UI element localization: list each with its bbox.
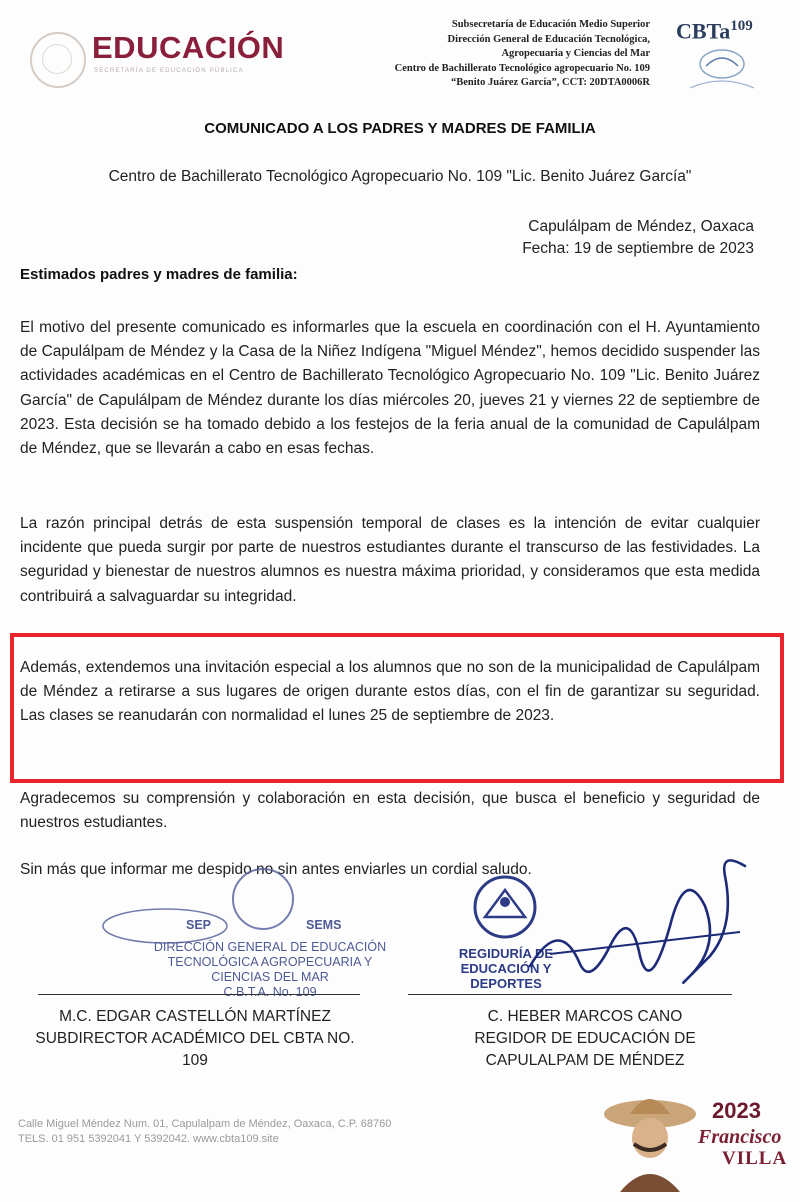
stamp-line: TECNOLÓGICA AGROPECUARIA Y <box>167 955 373 969</box>
signer-name: C. HEBER MARCOS CANO <box>487 1008 683 1025</box>
stamp-line: EDUCACIÓN Y <box>460 961 552 976</box>
place-date-block <box>522 216 754 260</box>
emblem-name-first: Francisco <box>698 1126 782 1148</box>
institution-line: Dirección General de Educación Tecnológica, <box>447 33 650 45</box>
villa-portrait-icon <box>600 1086 700 1192</box>
paragraph: Sin más que informar me despido no sin antes enviarles un cordial saludo. <box>20 861 532 878</box>
date: Fecha: 19 de septiembre de 2023 <box>522 240 754 257</box>
stamp-line: DEPORTES <box>470 976 542 991</box>
institution-line: Centro de Bachillerato Tecnológico agropecuario No. 109 <box>394 62 650 74</box>
school-logo-text: CBTa <box>676 18 731 44</box>
school-logo <box>676 18 753 44</box>
signature-line-right <box>408 994 732 995</box>
seal-inner-ring <box>42 44 72 74</box>
school-logo-number: 109 <box>730 18 753 34</box>
handwritten-signature <box>520 846 760 996</box>
emblem-name-last: VILLA <box>722 1148 788 1169</box>
signer-title: CAPULALPAM DE MÉNDEZ <box>485 1052 685 1069</box>
emblem-year: 2023 <box>712 1098 761 1123</box>
paragraph-highlighted: Además, extendemos una invitación especial a los alumnos que no son de la municipalidad de Capulálpam de Méndez a retirarse a sus lugares de origen durante estos días, con el fin de garantizar su seguridad. Las clases se reanudarán con normalidad el lunes 25 de septiembre de 2023. <box>20 659 760 725</box>
document-subtitle: Centro de Bachillerato Tecnológico Agropecuario No. 109 "Lic. Benito Juárez García" <box>108 168 692 185</box>
footer-contact: TELS. 01 951 5392041 Y 5392042. www.cbta109.site <box>18 1133 279 1145</box>
signer-name: M.C. EDGAR CASTELLÓN MARTÍNEZ <box>59 1008 331 1025</box>
institution-line: Agropecuaria y Ciencias del Mar <box>501 48 650 59</box>
footer <box>18 1117 391 1147</box>
stamp-line: DIRECCIÓN GENERAL DE EDUCACIÓN <box>153 940 387 954</box>
institution-line: “Benito Juárez García”, CCT: 20DTA0006R <box>451 77 650 88</box>
stamp-line: REGIDURÍA DE <box>458 946 554 961</box>
institution-line: Subsecretaría de Educación Medio Superior <box>451 19 650 30</box>
paragraph: El motivo del presente comunicado es informarles que la escuela en coordinación con el H. Ayuntamiento de Capulálpam de Méndez y la Casa de la Niñez Indígena "Miguel Méndez", hemos decidido suspender las actividades académicas en el Centro de Bachillerato Tecnológico Agropecuario No. 109 "Lic. Benito Juárez García" de Capulálpam de Méndez durante los días miércoles 20, jueves 21 y viernes 22 de septiembre de 2023. Esta decisión se ha tomado debido a los festejos de la feria anual de la comunidad de Capulálpam de Méndez, que se llevarán a cabo en esas fechas. <box>20 319 760 458</box>
stamp-left-text <box>140 940 400 1000</box>
stamp-sems: SEMS <box>306 918 342 932</box>
paragraph: La razón principal detrás de esta suspensión temporal de clases es la intención de evitar cualquier incidente que pueda surgir por parte de nuestros estudiantes durante el transcurso de las festividades. La seguridad y bienestar de nuestros alumnos es nuestra máxima prioridad, y consideramos que esta medida contribuirá a salvaguardar su integridad. <box>20 515 760 605</box>
institution-header <box>320 18 650 91</box>
stamp-line: CIENCIAS DEL MAR <box>211 970 329 984</box>
stamp-line: C.B.T.A. No. 109 <box>223 985 317 999</box>
document-title: COMUNICADO A LOS PADRES Y MADRES DE FAMILIA <box>204 120 596 137</box>
stamp-sep: SEP <box>186 918 212 932</box>
signer-title: 109 <box>182 1052 208 1069</box>
greeting: Estimados padres y madres de familia: <box>20 266 298 283</box>
place: Capulálpam de Méndez, Oaxaca <box>528 218 754 235</box>
paragraph: Agradecemos su comprensión y colaboración en esta decisión, que busca el beneficio y seguridad de nuestros estudiantes. <box>20 790 760 832</box>
stamp-seal-icon <box>232 868 294 930</box>
signature-block-left <box>30 1006 360 1072</box>
signer-title: SUBDIRECTOR ACADÉMICO DEL CBTA NO. <box>35 1030 355 1047</box>
signature-block-right <box>420 1006 750 1072</box>
education-logo-word: EDUCACIÓN <box>92 30 285 65</box>
signature-line-left <box>38 994 360 995</box>
signer-title: REGIDOR DE EDUCACIÓN DE <box>474 1030 696 1047</box>
footer-address: Calle Miguel Méndez Num. 01, Capulalpam de Méndez, Oaxaca, C.P. 68760 <box>18 1118 392 1130</box>
school-logo-emblem-icon <box>680 44 764 96</box>
highlight-box <box>10 633 784 783</box>
education-logo-subtitle: SECRETARÍA DE EDUCACIÓN PÚBLICA <box>94 68 244 74</box>
